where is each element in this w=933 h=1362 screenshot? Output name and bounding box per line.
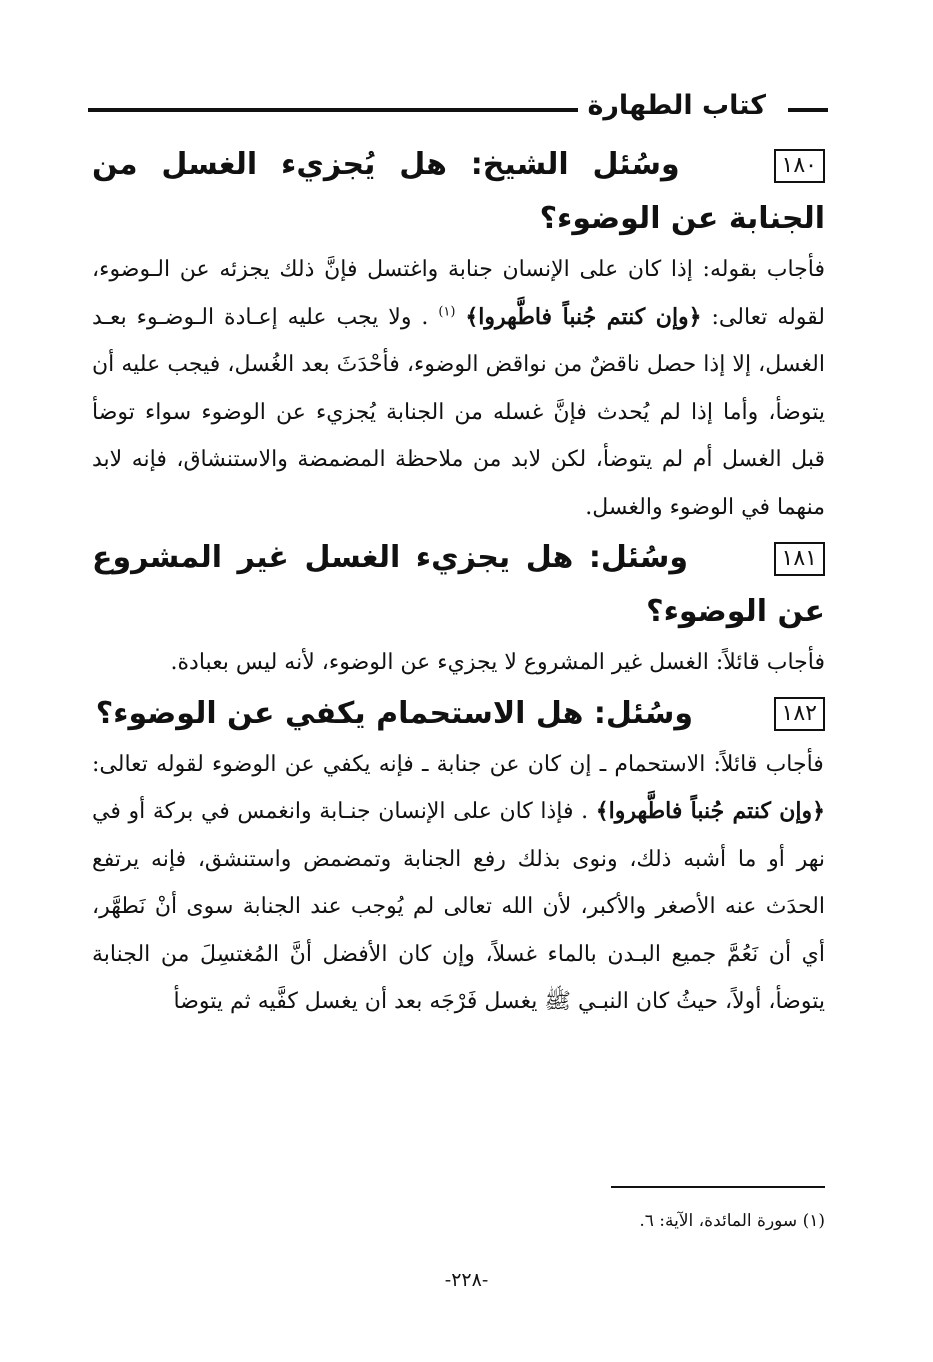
answer-text: فأجاب قائلاً: الاستحمام ـ إن كان عن جنابة ـ فإنه يكفي عن الوضوء لقوله تعالى: bbox=[92, 751, 824, 777]
question-number: ١٨٠ bbox=[774, 149, 825, 183]
quran-quote: ﴿وإن كنتم جُنباً فاطَّهروا﴾ bbox=[595, 798, 825, 824]
page-body bbox=[92, 138, 825, 1026]
footnote-rule bbox=[611, 1186, 825, 1188]
footnote-ref: (١) bbox=[438, 304, 456, 320]
question-182 bbox=[92, 687, 825, 741]
answer-182 bbox=[92, 741, 825, 1026]
question-181 bbox=[92, 531, 825, 639]
answer-text: فأجاب قائلاً: الغسل غير المشروع لا يجزيء عن الوضوء، لأنه ليس بعبادة. bbox=[170, 650, 825, 675]
answer-181 bbox=[92, 639, 825, 687]
header-rule bbox=[88, 108, 578, 112]
answer-180 bbox=[92, 246, 825, 531]
question-text: وسُئل: هل الاستحمام يكفي عن الوضوء؟ bbox=[95, 695, 694, 731]
question-text: وسُئل الشيخ: هل يُجزيء الغسل من الجنابة عن الوضوء؟ bbox=[92, 147, 825, 236]
header-dash bbox=[788, 108, 828, 112]
footnote: (١) سورة المائدة، الآية: ٦. bbox=[639, 1211, 825, 1231]
running-header bbox=[88, 88, 828, 128]
answer-text: فأجاب بقوله: إذا كان على الإنسان جنابة واغتسل فإنَّ ذلك يجزئه عن الـوضوء، لقوله تعالى: bbox=[92, 257, 826, 330]
quran-quote: ﴿وإن كنتم جُنباً فاطَّهروا﴾ bbox=[465, 303, 702, 330]
running-title: كتاب الطهارة bbox=[587, 90, 766, 121]
answer-text: . ولا يجب عليه إعـادة الـوضـوء بعـد الغسل، إلا إذا حصل ناقضٌ من نواقض الوضوء، فأحْدَثَ بعد الغُسل، فيجب عليه أن يتوضأ، وأما إذا لم يُحدث فإنَّ غسله من الجنابة يُجزيء عن الوضوء سواء توضأ قبل الغسل أم لم يتوضأ، لكن لابد من ملاحظة المضمضة والاستنشاق، فإنه لابد منهما في الوضوء والغسل. bbox=[92, 304, 825, 520]
question-number: ١٨٢ bbox=[774, 697, 825, 731]
question-180 bbox=[92, 138, 825, 246]
page-number: -٢٢٨- bbox=[444, 1269, 489, 1291]
answer-text: . فإذا كان على الإنسان جنـابة وانغمس في بركة أو في نهر أو ما أشبه ذلك، ونوى بذلك رفع الجنابة وتمضمض واستنشق، فإنه يرتفع الحدَث عنه الأصغر والأكبر، لأن الله تعالى لم يُوجب عند الجنابة سوى أنْ نَطهَّر، أي أن نَعُمَّ جميع البـدن بالماء غسلاً، وإن كان الأفضل أنَّ المُغتسِلَ من الجنابة يتوضأ، أولاً، حيثُ كان النبـي ﷺ يغسل فَرْجَه بعد أن يغسل كفَّيه ثم يتوضأ bbox=[92, 799, 825, 1014]
question-text: وسُئل: هل يجزيء الغسل غير المشروع عن الوضوء؟ bbox=[92, 540, 825, 629]
question-number: ١٨١ bbox=[774, 542, 825, 576]
